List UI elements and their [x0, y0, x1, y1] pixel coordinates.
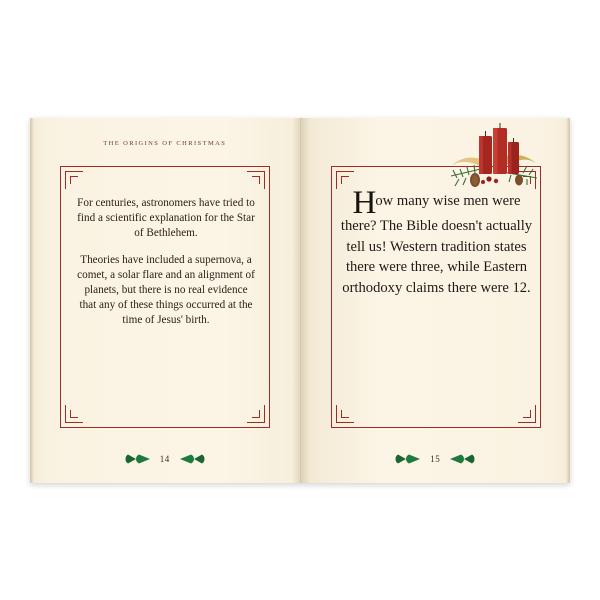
holly-leaf-icon — [395, 453, 421, 465]
left-page — [30, 118, 301, 483]
frame-corner-top-left — [65, 171, 83, 189]
frame-corner-bottom-right — [518, 405, 536, 423]
frame-corner-inner — [252, 176, 260, 184]
open-book — [30, 118, 570, 483]
paragraph: For centuries, astronomers have tried to find a scientific explanation for the Star of Bethlehem. — [77, 197, 255, 240]
left-page-body-text — [76, 196, 256, 329]
right-page-text-body: ow many wise men were there? The Bible doesn't actually tell us! Western tradition states there were three, while Eastern orthodoxy claims there were 12. — [340, 193, 533, 296]
holly-leaf-icon — [449, 453, 475, 465]
page-number: 14 — [159, 454, 170, 464]
left-page-edge-shadow — [30, 118, 34, 483]
right-page-folio — [301, 453, 571, 465]
left-page-folio — [30, 453, 300, 465]
running-head: THE ORIGINS OF CHRISTMAS — [103, 140, 227, 147]
frame-corner-inner — [341, 176, 349, 184]
drop-cap: H — [352, 185, 376, 221]
frame-corner-inner — [341, 410, 349, 418]
frame-corner-bottom-right — [247, 405, 265, 423]
frame-corner-bottom-left — [336, 405, 354, 423]
frame-corner-inner — [523, 410, 531, 418]
right-page-display-text — [335, 185, 539, 298]
right-page — [301, 118, 571, 483]
holly-leaf-icon — [125, 453, 151, 465]
frame-corner-inner — [70, 410, 78, 418]
frame-corner-inner — [252, 410, 260, 418]
frame-corner-bottom-left — [65, 405, 83, 423]
christmas-candles-ornament — [433, 120, 553, 192]
holly-leaf-icon — [179, 453, 205, 465]
page-number: 15 — [430, 454, 441, 464]
frame-corner-inner — [70, 176, 78, 184]
right-page-edge-shadow — [566, 118, 570, 483]
paragraph: Theories have included a supernova, a comet, a solar flare and an alignment of planets, but there is no real evidence that any of these things occurred at the time of Jesus' birth. — [77, 253, 255, 327]
frame-corner-top-right — [247, 171, 265, 189]
frame-corner-top-left — [336, 171, 354, 189]
